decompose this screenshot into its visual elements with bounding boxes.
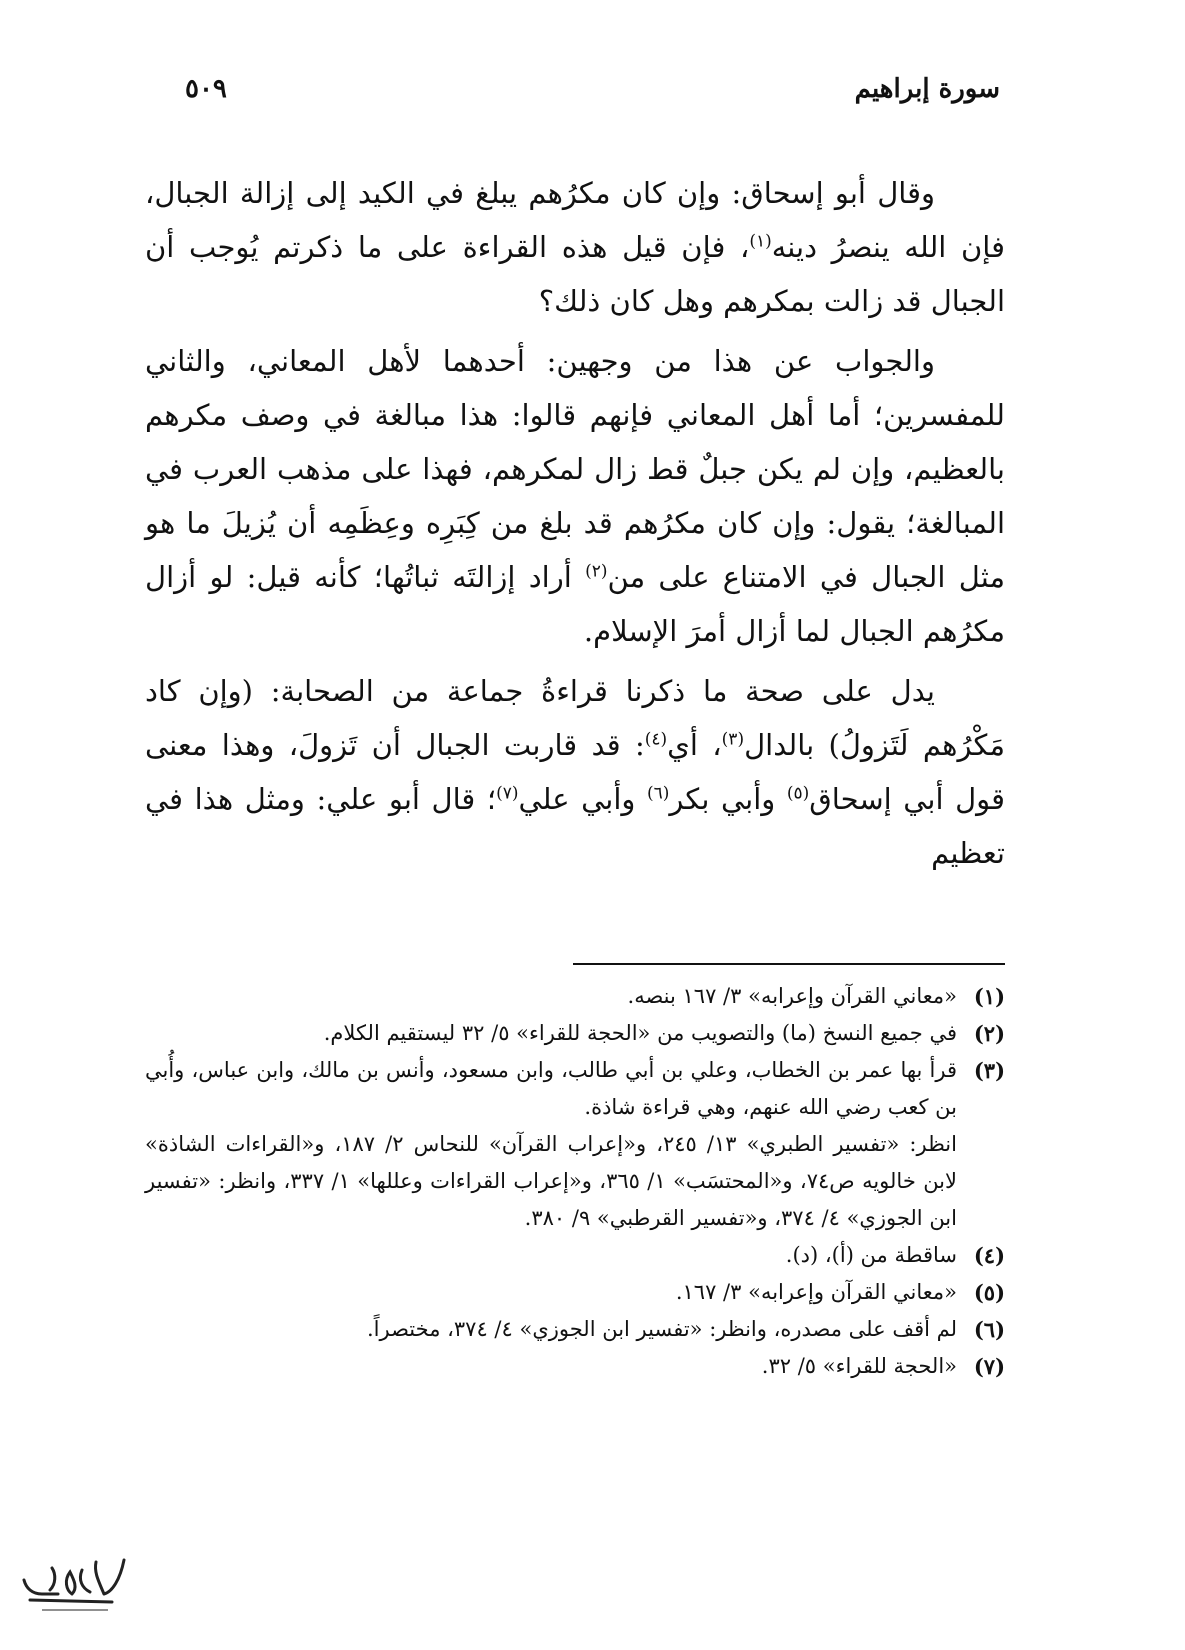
- footnote-text: «معاني القرآن وإعرابه» ٣/ ١٦٧.: [675, 1280, 957, 1304]
- footnote-text: قرأ بها عمر بن الخطاب، وعلي بن أبي طالب، وابن مسعود، وأنس بن مالك، وابن عباس، وأُبي بن كعب رضي الله عنهم، وهي قراءة شاذة.: [145, 1058, 957, 1119]
- footnote: [145, 1311, 1005, 1348]
- footnote-text: «معاني القرآن وإعرابه» ٣/ ١٦٧ بنصه.: [627, 984, 957, 1008]
- footnote-text: ساقطة من (أ)، (د).: [785, 1243, 957, 1267]
- footnotes: [145, 978, 1005, 1385]
- main-text: [145, 166, 1005, 886]
- footnote-ref[interactable]: (١): [749, 231, 772, 252]
- footnote-number: (٢): [973, 1021, 1005, 1046]
- page-number: ٥٠٩: [185, 74, 227, 104]
- footnote-text: في جميع النسخ (ما) والتصويب من «الحجة للقراء» ٥/ ٣٢ ليستقيم الكلام.: [323, 1021, 957, 1045]
- footnote-number: (٥): [973, 1280, 1005, 1305]
- footnote: [145, 1237, 1005, 1274]
- footnote: [145, 1274, 1005, 1311]
- footnote-text: لم أقف على مصدره، وانظر: «تفسير ابن الجوزي» ٤/ ٣٧٤، مختصراً.: [367, 1317, 957, 1341]
- paragraph: يدل على صحة ما ذكرنا قراءةُ جماعة من الصحابة: (وإن كاد مَكْرُهم لَتَزولُ) بالدال$^{(٣)}$، أي$^{(٤)}$: قد قاربت الجبال أن تَزولَ، وهذا معنى قول أبي إسحاق$^{(٥)}$ وأبي بكر$^{(٦)}$ وأبي علي$^{(٧)}$؛ قال أبو علي: ومثل هذا في تعظيم: [145, 674, 1005, 870]
- footnote-ref[interactable]: (٧): [496, 783, 519, 804]
- footnote-number: (٤): [973, 1243, 1005, 1268]
- footnote-ref[interactable]: (٥): [786, 783, 810, 804]
- footnote-number: (٦): [973, 1317, 1005, 1342]
- running-title: سورة إبراهيم: [854, 74, 1000, 104]
- footnote-ref[interactable]: (٤): [644, 729, 668, 750]
- footnote-number: (٧): [973, 1354, 1005, 1379]
- footnote-ref[interactable]: (٢): [585, 561, 608, 582]
- footnote-ref[interactable]: (٦): [646, 783, 670, 804]
- paragraph: وقال أبو إسحاق: وإن كان مكرُهم يبلغ في الكيد إلى إزالة الجبال، فإن الله ينصرُ دينه$^{(١)}$، فإن قيل هذه القراءة على ما ذكرتم يُوجب أن الجبال قد زالت بمكرهم وهل كان ذلك؟: [145, 176, 1006, 318]
- footnote-text: «الحجة للقراء» ٥/ ٣٢.: [761, 1354, 957, 1378]
- footnote: [145, 1052, 1005, 1237]
- footnote: [145, 1348, 1005, 1385]
- calligraphy-stamp-logo: [12, 1550, 132, 1620]
- footnote: [145, 978, 1005, 1015]
- footnote: [145, 1015, 1005, 1052]
- footnote-separator: [573, 963, 1005, 965]
- paragraph: والجواب عن هذا من وجهين: أحدهما لأهل المعاني، والثاني للمفسرين؛ أما أهل المعاني فإنهم قالوا: هذا مبالغة في وصف مكرهم بالعظيم، وإن لم يكن جبلٌ قط زال لمكرهم، فهذا على مذهب العرب في المبالغة؛ يقول: وإن كان مكرُهم قد بلغ من كِبَرِه وعِظَمِه أن يُزيلَ ما هو مثل الجبال في الامتناع على من$^{(٢)}$ أراد إزالتَه ثباتُها؛ كأنه قيل: لو أزال مكرُهم الجبال لما أزال أمرَ الإسلام.: [145, 344, 1005, 648]
- footnote-number: (١): [973, 984, 1005, 1009]
- footnote-ref[interactable]: (٣): [721, 729, 745, 750]
- footnote-text: انظر: «تفسير الطبري» ١٣/ ٢٤٥، و«إعراب القرآن» للنحاس ٢/ ١٨٧، و«القراءات الشاذة» لابن خالويه ص٧٤، و«المحتسَب» ١/ ٣٦٥، و«إعراب القراءات وعللها» ١/ ٣٣٧، وانظر: «تفسير ابن الجوزي» ٤/ ٣٧٤، و«تفسير القرطبي» ٩/ ٣٨٠.: [145, 1132, 958, 1230]
- footnote-number: (٣): [973, 1058, 1005, 1083]
